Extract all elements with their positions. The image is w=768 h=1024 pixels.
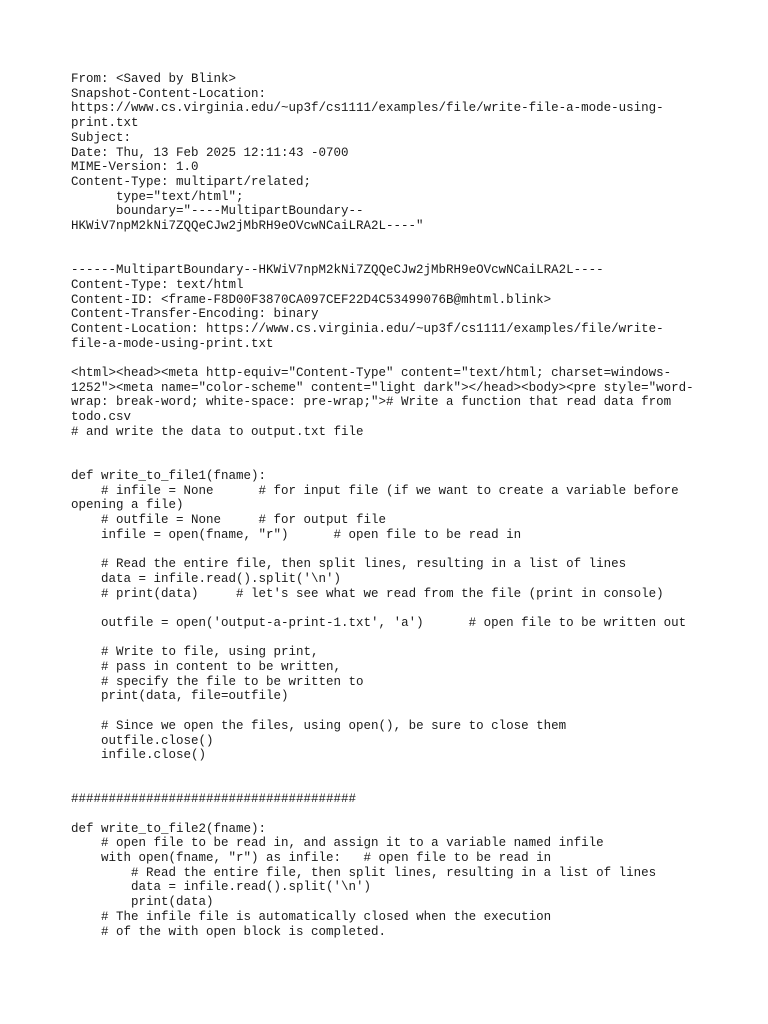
document-line (71, 631, 751, 646)
document-line: Subject: (71, 130, 132, 145)
document-line: # The infile file is automatically closed when the execution (71, 909, 552, 924)
document-line: https://www.cs.virginia.edu/~up3f/cs1111/examples/file/write-file-a-mode-using- (71, 101, 664, 116)
document-line (71, 440, 751, 455)
document-line (71, 234, 751, 249)
document-line: # Read the entire file, then split lines, resulting in a list of lines (71, 557, 627, 572)
document-line: Content-Location: https://www.cs.virginia.edu/~up3f/cs1111/examples/file/write- (71, 321, 664, 336)
document-line (71, 454, 751, 469)
document-line: infile.close() (71, 748, 207, 763)
document-line: outfile = open('output-a-print-1.txt', 'a') # open file to be written out (71, 615, 687, 630)
document-line (71, 778, 751, 793)
document-line: print.txt (71, 116, 139, 131)
document-line (71, 601, 751, 616)
document-line: data = infile.read().split('\n') (71, 880, 372, 895)
document-line (71, 248, 751, 263)
document-line (71, 807, 751, 822)
document-line: def write_to_file1(fname): (71, 468, 267, 483)
document-line: MIME-Version: 1.0 (71, 160, 199, 175)
document-line: ###################################### (71, 792, 357, 807)
document-line: todo.csv (71, 410, 132, 425)
document-line: file-a-mode-using-print.txt (71, 336, 274, 351)
document-line: Content-Type: text/html (71, 277, 244, 292)
document-line: print(data, file=outfile) (71, 689, 289, 704)
document-line (71, 704, 751, 719)
document-line: # of the with open block is completed. (71, 924, 387, 939)
document-line: with open(fname, "r") as infile: # open file to be read in (71, 851, 552, 866)
document-line (71, 351, 751, 366)
document-line: # outfile = None # for output file (71, 513, 387, 528)
document-line: infile = open(fname, "r") # open file to be read in (71, 527, 522, 542)
document-line: boundary="----MultipartBoundary-- (71, 204, 364, 219)
document-line: type="text/html"; (71, 189, 244, 204)
document-line: print(data) (71, 895, 214, 910)
document-line: opening a file) (71, 498, 184, 513)
document-line: data = infile.read().split('\n') (71, 571, 342, 586)
document-line: # Since we open the files, using open(), be sure to close them (71, 718, 567, 733)
document-line: Content-Type: multipart/related; (71, 174, 312, 189)
document-line: outfile.close() (71, 733, 214, 748)
document-line: HKWiV7npM2kNi7ZQQeCJw2jMbRH9eOVcwNCaiLRA2L----" (71, 219, 424, 234)
document-line: Snapshot-Content-Location: (71, 86, 267, 101)
document-line: # infile = None # for input file (if we want to create a variable before (71, 483, 679, 498)
document-line: From: <Saved by Blink> (71, 72, 237, 86)
document-line (71, 542, 751, 557)
document-line: <html><head><meta http-equiv="Content-Type" content="text/html; charset=windows- (71, 366, 672, 381)
document-line: # open file to be read in, and assign it to a variable named infile (71, 836, 604, 851)
document-line: Content-ID: <frame-F8D00F3870CA097CEF22D4C53499076B@mhtml.blink> (71, 292, 552, 307)
document-line: # pass in content to be written, (71, 660, 342, 674)
document-line: def write_to_file2(fname): (71, 821, 267, 836)
document-line: Date: Thu, 13 Feb 2025 12:11:43 -0700 (71, 145, 349, 160)
document-text (71, 72, 751, 939)
document-line: # Write to file, using print, (71, 645, 319, 660)
document-line: ------MultipartBoundary--HKWiV7npM2kNi7ZQQeCJw2jMbRH9eOVcwNCaiLRA2L---- (71, 263, 604, 278)
document-line: wrap: break-word; white-space: pre-wrap;"># Write a function that read data from (71, 395, 672, 410)
document-line: # and write the data to output.txt file (71, 424, 364, 439)
document-line: # print(data) # let's see what we read from the file (print in console) (71, 586, 664, 601)
document-line: 1252"><meta name="color-scheme" content="light dark"></head><body><pre style="word- (71, 380, 694, 395)
document-line: Content-Transfer-Encoding: binary (71, 307, 319, 322)
document-line (71, 763, 751, 778)
document-line: # specify the file to be written to (71, 674, 364, 689)
document-line: # Read the entire file, then split lines, resulting in a list of lines (71, 865, 657, 880)
